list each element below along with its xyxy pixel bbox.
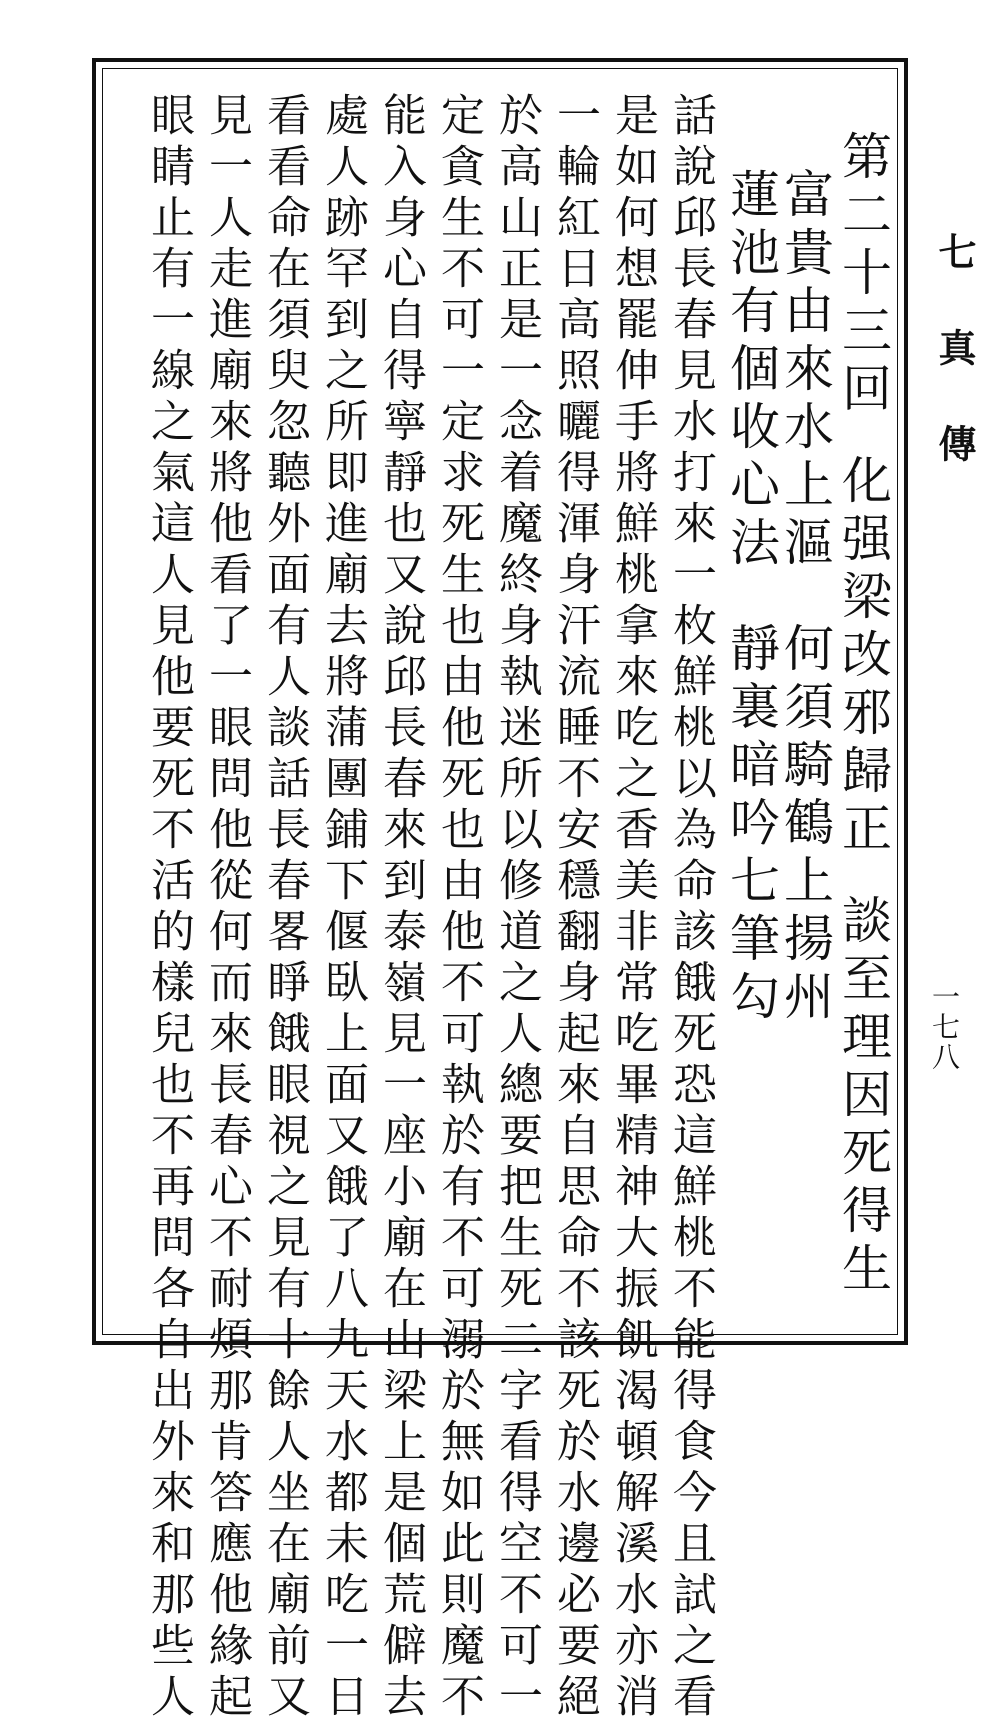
body-line-8: 看看命在須臾忽聽外面有人談話長春畧睜餓眼視之見有十餘人坐在廟前又	[259, 92, 310, 1724]
body-line-7: 處人跡罕到之所即進廟去將蒲團鋪下偃臥上面又餓了八九天水都未吃一日	[317, 92, 368, 1724]
poem-line-2a: 蓮池有個收心法	[722, 168, 780, 574]
body-line-9: 見一人走進廟來將他看了一眼問他從何而來長春心不耐煩那肯答應他緣起	[201, 92, 252, 1724]
body-line-2: 是如何想罷伸手將鮮桃拿來吃之香美非常吃畢精神大振飢渴頓解溪水亦消	[607, 92, 658, 1724]
poem-line-1a: 富貴由來水上漚	[776, 168, 834, 574]
body-line-4: 於高山正是一念着魔終身執迷所以修道之人總要把生死二字看得空不可一	[491, 92, 542, 1724]
body-line-10: 眼睛止有一線之氣這人見他要死不活的樣兒也不再問各自出外來和那些人	[143, 92, 194, 1724]
page-number: 一七八	[928, 982, 961, 1072]
poem-line-1b: 何須騎鶴上揚州	[776, 622, 834, 1028]
chapter-heading	[834, 130, 892, 1300]
poem-line-2	[722, 168, 780, 1028]
book-title: 七真傳	[932, 232, 977, 520]
body-line-5: 定貪生不可一定求死生也由他死也由他不可執於有不可溺於無如此則魔不	[433, 92, 484, 1724]
chapter-title-line-a: 化强梁改邪歸正	[834, 454, 892, 860]
chapter-number: 第二十三回	[834, 130, 892, 420]
body-line-1: 話說邱長春見水打來一枚鮮桃以為命該餓死恐這鮮桃不能得食今且試之看	[665, 92, 716, 1724]
poem-line-2b: 靜裏暗吟七筆勾	[722, 622, 780, 1028]
body-line-3: 一輪紅日高照曬得渾身汗流睡不安穩翻身起來自思命不該死於水邊必要絕	[549, 92, 600, 1724]
chapter-title-line-b: 談至理因死得生	[834, 894, 892, 1300]
body-line-6: 能入身心自得寧靜也又說邱長春來到泰嶺見一座小廟在山梁上是個荒僻去	[375, 92, 426, 1724]
poem-line-1	[776, 168, 834, 1028]
